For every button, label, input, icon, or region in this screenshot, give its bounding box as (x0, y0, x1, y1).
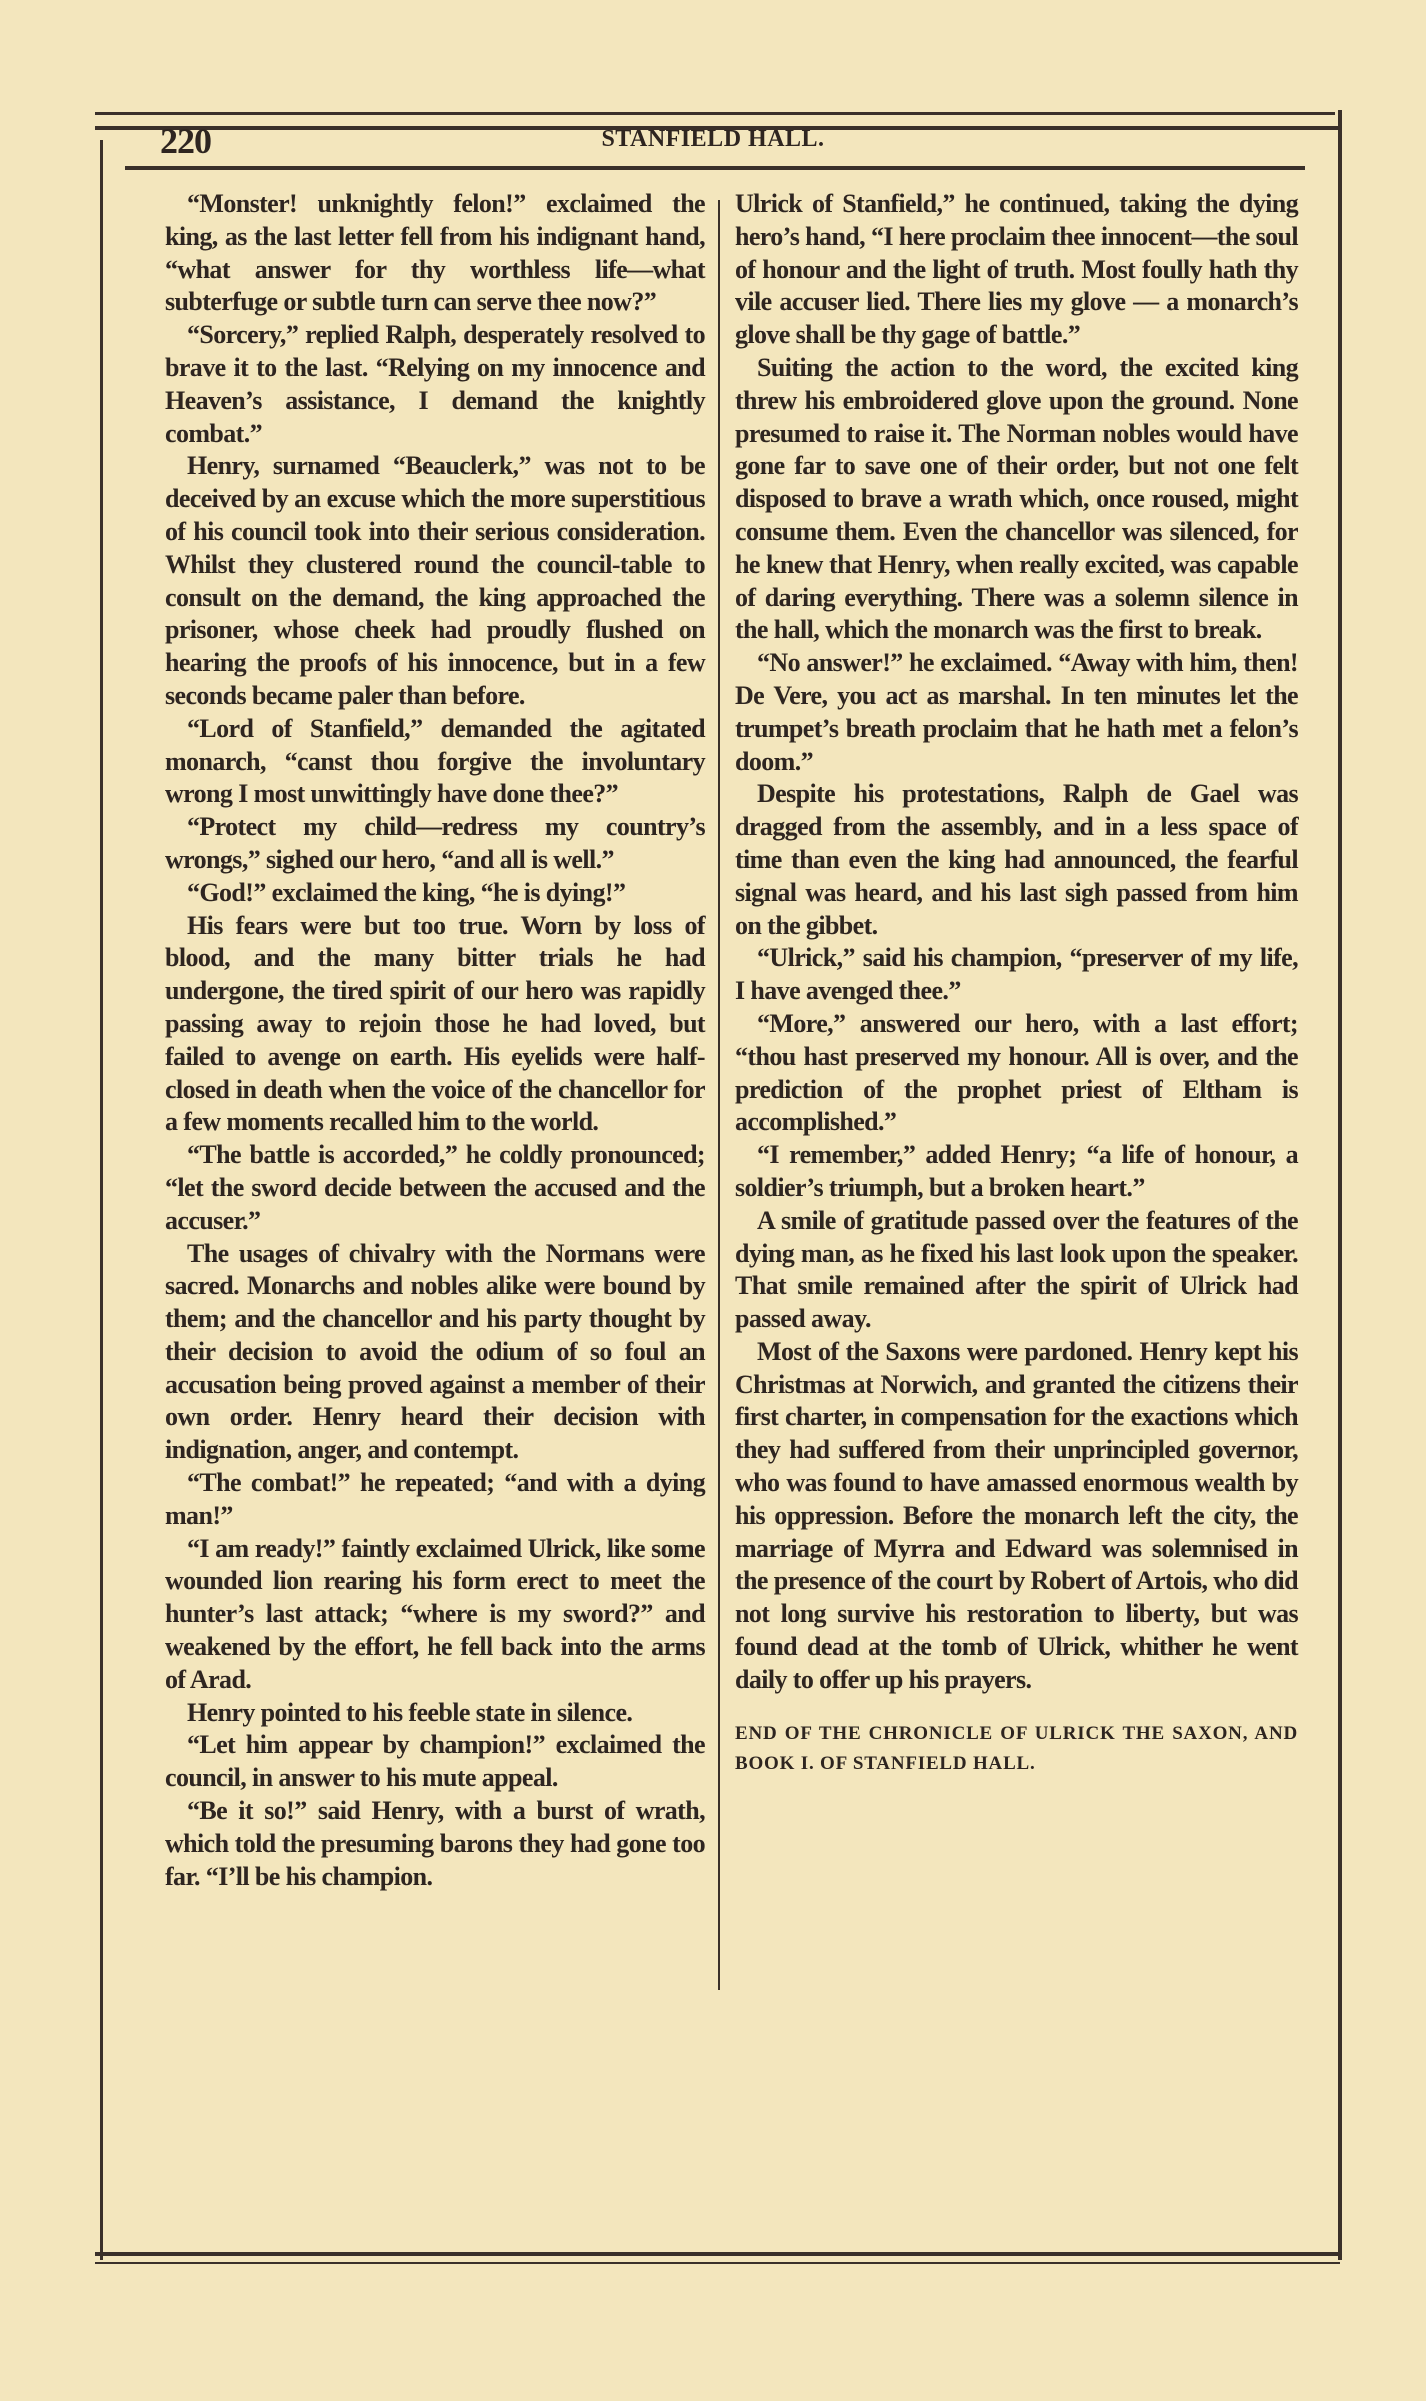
paragraph: His fears were but too true. Worn by loss of blood, and the many bitter trials he had undergone, the tired spirit of our hero was rapidly passing away to rejoin those he had loved, but failed to avenge on earth. His eyelids were half-closed in death when the voice of the chancellor for a few moments recalled him to the world. (165, 910, 705, 1137)
column-divider (718, 200, 720, 1990)
paragraph: “The battle is accorded,” he coldly pronounced; “let the sword decide between the accused and the accuser.” (165, 1140, 705, 1235)
paragraph: “Protect my child—redress my country’s wrongs,” sighed our hero, “and all is well.” (165, 812, 705, 874)
page-number: 220 (160, 121, 211, 161)
paragraph: “Monster! unknightly felon!” exclaimed the king, as the last letter fell from his indignant hand, “what answer for thy worthless life—what subterfuge or subtle turn can serve thee now?” (165, 189, 705, 317)
top-border-rule (95, 112, 1335, 115)
paragraph: “Let him appear by champion!” exclaimed the council, in answer to his mute appeal. (165, 1730, 705, 1793)
paragraph: Henry, surnamed “Beauclerk,” was not to be deceived by an excuse which the more superstitious of his council took into their serious consideration. Whilst they clustered round the council-table to consult on the demand, the king approached the prisoner, whose cheek had proudly flushed on hearing the proofs of his innocence, but in a few seconds became paler than before. (165, 451, 705, 710)
paragraph: Henry pointed to his feeble state in silence. (187, 1697, 633, 1727)
paragraph: A smile of gratitude passed over the features of the dying man, as he fixed his last look upon the speaker. That smile remained after the spirit of Ulrick had passed away. (735, 1205, 1298, 1334)
paragraph: The usages of chivalry with the Normans were sacred. Monarchs and nobles alike were bound by them; and the chancellor and his party thought by their decision to avoid the odium of so foul an accusation being proved against a member of their own order. Henry heard their decision with indignation, anger, and contempt. (165, 1238, 705, 1465)
header-rule (125, 166, 1305, 170)
paragraph: “The combat!” he repeated; “and with a dying man!” (165, 1468, 705, 1530)
left-frame-rule (100, 140, 103, 2260)
paragraph: “No answer!” he exclaimed. “Away with him, then! De Vere, you act as marshal. In ten minutes let the trumpet’s breath proclaim that he hath met a felon’s doom.” (735, 648, 1298, 776)
right-frame-rule (1338, 110, 1342, 2260)
paragraph: “More,” answered our hero, with a last effort; “thou hast preserved my honour. All is over, and the prediction of the prophet priest of Eltham is accomplished.” (735, 1008, 1298, 1137)
paragraph: “Ulrick,” said his champion, “preserver of my life, I have avenged thee.” (735, 943, 1298, 1006)
end-of-book-note: END OF THE CHRONICLE OF ULRICK THE SAXON, AND BOOK I. OF STANFIELD HALL. (735, 1722, 1298, 1774)
paragraph: “I remember,” added Henry; “a life of honour, a soldier’s triumph, but a broken heart.” (735, 1140, 1298, 1202)
paragraph: Suiting the action to the word, the excited king threw his embroidered glove upon the ground. None presumed to raise it. The Norman nobles would have gone far to save one of their order, but not one felt disposed to brave a wrath which, once roused, might consume them. Even the chancellor was silenced, for he knew that Henry, when really excited, was capable of daring everything. There was a solemn silence in the hall, which the monarch was the first to break. (735, 352, 1298, 645)
left-column (165, 188, 705, 1893)
bottom-border-rule-inner (95, 2262, 1340, 2264)
paragraph: “God!” exclaimed the king, “he is dying!” (187, 877, 626, 907)
paragraph: “Sorcery,” replied Ralph, desperately resolved to brave it to the last. “Relying on my innocence and Heaven’s assistance, I demand the knightly combat.” (165, 320, 705, 448)
paragraph: Ulrick of Stanfield,” he continued, taking the dying hero’s hand, “I here proclaim thee innocent—the soul of honour and the light of truth. Most foully hath thy vile accuser lied. There lies my glove — a monarch’s glove shall be thy gage of battle.” (735, 189, 1298, 350)
paragraph: Despite his protestations, Ralph de Gael was dragged from the assembly, and in a less space of time than even the king had announced, the fearful signal was heard, and his last sigh passed from him on the gibbet. (735, 779, 1298, 940)
right-column (735, 188, 1298, 1779)
paragraph: “I am ready!” faintly exclaimed Ulrick, like some wounded lion rearing his form erect to meet the hunter’s last attack; “where is my sword?” and weakened by the effort, he fell back into the arms of Arad. (165, 1533, 705, 1694)
paragraph: Most of the Saxons were pardoned. Henry kept his Christmas at Norwich, and granted the citizens their first charter, in compensation for the exactions which they had suffered from their unprincipled governor, who was found to have amassed enormous wealth by his oppression. Before the monarch left the city, the marriage of Myrra and Edward was solemnised in the presence of the court by Robert of Artois, who did not long survive his restoration to liberty, but was found dead at the tomb of Ulrick, whither he went daily to offer up his prayers. (735, 1336, 1298, 1694)
paragraph: “Lord of Stanfield,” demanded the agitated monarch, “canst thou forgive the involuntary wrong I most unwittingly have done thee?” (165, 713, 705, 809)
running-title: STANFIELD HALL. (601, 126, 825, 152)
bottom-border-rule (95, 2252, 1340, 2256)
paragraph: “Be it so!” said Henry, with a burst of wrath, which told the presuming barons they had gone too far. “I’ll be his champion. (165, 1796, 705, 1891)
